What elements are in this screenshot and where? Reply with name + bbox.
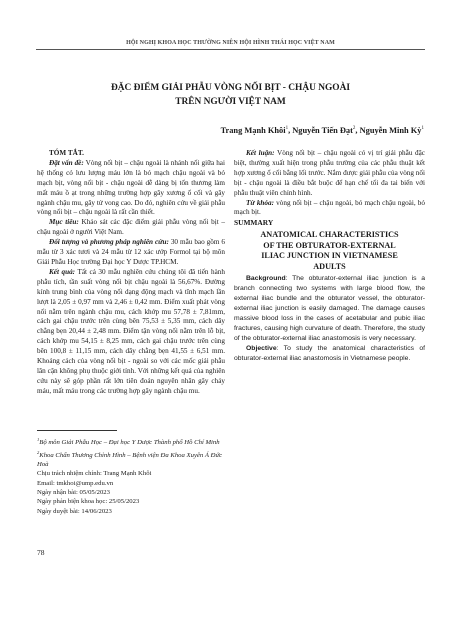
conclusion-lead: Kết luận: — [246, 149, 275, 157]
footnote-rule — [37, 430, 117, 431]
author-list — [221, 126, 424, 135]
footnote-1-text: Bộ môn Giải Phẫu Học – Đại học Y Dược Thành phố Hồ Chí Minh — [39, 439, 220, 447]
author-2-affil: 2 — [352, 126, 356, 132]
background-text: Vòng nối bịt – chậu ngoài là nhánh nối giữa hai hệ thống có lưu lượng máu lớn là bó mạch chậu ngoài và bó mạch bịt, vòng nối bịt - chậu ngoài dễ dàng bị tổn thương làm mất máu ồ ạt trong những trường hợp gãy xương ổ cối và gãy ngành chậu mu, gây tử vong cao. Do đó, nghiên cứu về giải phẫu vòng nối bịt – chậu ngoài là rất cần thiết. — [37, 158, 225, 217]
running-header: HỘI NGHỊ KHOA HỌC THƯỜNG NIÊN HỘI HÌNH THÁI HỌC VIỆT NAM — [126, 40, 335, 46]
summary-background-text: : The obturator-external iliac junction is a branch connecting two systems with large blood flow, the external iliac bundle and the obturator vessel, the obturator-external iliac junction is easily damaged. The damage causes massive blood loss in the cases of acetabular and pubic iliac fractures, causing high curvature of death. Therefore, the study of the obturator-external iliac anastomosis is very necessary. — [234, 275, 425, 342]
background-lead: Đặt vấn đề: — [49, 158, 84, 167]
author-2: Nguyễn Tiến Đạt — [292, 126, 353, 135]
english-abstract — [234, 274, 425, 363]
author-1-affil: 1 — [285, 126, 289, 132]
title-line-2: TRÊN NGƯỜI VIỆT NAM — [175, 96, 286, 107]
methods-text: 30 mẫu bao gồm 6 mẫu từ 3 xác tươi và 24 mẫu từ 12 xác ướp Formol tại bộ môn Giải Phẫu Học trường Đại học Y Dược TP.HCM. — [37, 238, 225, 266]
author-3: Nguyễn Minh Kỳ — [359, 126, 422, 135]
footnote-responsible: Chịu trách nhiệm chính: Trang Mạnh Khôi — [37, 470, 152, 478]
results-lead: Kết quả: — [49, 267, 76, 276]
abstract-heading: TÓM TẮT. — [49, 149, 84, 157]
methods-lead: Đối tượng và phương pháp nghiên cứu: — [49, 238, 169, 247]
author-separator: , — [355, 126, 360, 135]
footnote-2-text: Khoa Chấn Thương Chỉnh Hình – Bệnh viện Đa Khoa Xuyên Á Đức Hoà — [37, 451, 223, 469]
page-number: 78 — [37, 548, 45, 557]
abstract-methods — [37, 238, 225, 268]
english-title-line-3: ILIAC JUNCTION IN VIETNAMESE — [261, 251, 398, 261]
summary-background — [234, 274, 425, 343]
abstract-objective — [37, 218, 225, 238]
footnotes — [37, 430, 227, 516]
english-title — [234, 230, 425, 272]
footnote-received: Ngày nhận bài: 05/05/2023 — [37, 488, 110, 496]
keywords-lead: Từ khóa: — [246, 198, 275, 207]
summary-background-lead: Background — [246, 275, 286, 283]
abstract-background — [37, 159, 225, 218]
title-line-1: ĐẶC ĐIỂM GIẢI PHẪU VÒNG NỐI BỊT - CHẬU NGOÀI — [111, 83, 350, 93]
summary-objective-text: : To study the anatomical characteristics of obturator-external iliac anastomosis in Vietnamese people. — [234, 344, 425, 362]
author-3-affil: 1 — [421, 126, 424, 132]
objective-lead: Mục tiêu: — [49, 218, 79, 227]
keywords-text: vòng nối bịt – chậu ngoài, bó mạch chậu ngoài, bó mạch bịt. — [234, 198, 425, 217]
conclusion-text: Vòng nối bịt – chậu ngoài có vị trí giải phẫu đặc biệt, thường xuất hiện trong phẫu trường của các phẫu thuật kết hợp xương ổ cối bằng lối trước. Nắm được giải phẫu của vòng nối bịt - chậu ngoài là điều bắt buộc để hạn chế tối đa tai biến với phẫu thuật viên chỉnh hình. — [234, 149, 425, 197]
footnote-email: Email: tmkhoi@ump.edu.vn — [37, 479, 114, 487]
results-text: Tất cả 30 mẫu nghiên cứu chúng tôi đã tiến hành phẫu tích, tần suất vòng nối bịt chậu ngoài là 56,67%. Đường kính trung bình của vòng nối dạng động mạch và tĩnh mạch lần lượt là 2,05 ± 0,97 mm và 2,46 ± 0,42 mm. Điểm xuất phát vòng nối nằm trên ngành chậu mu, cách khớp mu 57,78 ± 7,81mm, cách gai chậu trước trên cùng bên 75,53 ± 5,35 mm, cách dây chằng bẹn 20,44 ± 2,48 mm. Điểm tận vòng nối nằm trên lỗ bịt, cách khớp mu 54,15 ± 8,25 mm, cách gai chậu trước trên cùng bên 100,8 ± 11,15 mm, cách dây chằng bẹn 41,55 ± 6,51 mm. Khoảng cách của vòng nối bịt - ngoài so với các mốc giải phẫu lân cận không phụ thuộc giới tính. Với những kết quả của nghiên cứu này sẽ góp phần rất lớn tiên đoán nguyên nhân gây chảy máu, mất máu trong các trường hợp gãy ngành chậu mu. — [37, 267, 225, 395]
footnote-affiliation-2 — [37, 448, 227, 470]
summary-objective — [234, 344, 425, 364]
english-title-line-2: OF THE OBTURATOR-EXTERNAL — [263, 240, 396, 250]
footnote-2-marker: 2 — [37, 449, 40, 455]
header-rule — [36, 49, 425, 50]
summary-heading: SUMMARY — [234, 218, 274, 228]
footnote-affiliation-1 — [37, 435, 227, 448]
summary-objective-lead: Objective — [246, 344, 277, 352]
footnote-1-marker: 1 — [37, 437, 40, 442]
author-separator: , — [288, 126, 293, 135]
english-title-line-4: ADULTS — [313, 261, 346, 271]
abstract-keywords — [234, 199, 425, 219]
objective-text: Khảo sát các đặc điểm giải phẫu vòng nối bịt – chậu ngoài ở người Việt Nam. — [37, 218, 225, 237]
footnote-approved: Ngày duyệt bài: 14/06/2023 — [37, 507, 112, 515]
author-1: Trang Mạnh Khôi — [220, 126, 286, 135]
right-column — [234, 149, 425, 363]
article-title — [40, 82, 421, 109]
abstract-conclusion — [234, 149, 425, 199]
footnote-reviewed: Ngày phản biện khoa học: 25/05/2023 — [37, 498, 140, 506]
left-column — [37, 149, 225, 397]
abstract-results — [37, 268, 225, 397]
english-title-line-1: ANATOMICAL CHARACTERISTICS — [260, 230, 399, 240]
